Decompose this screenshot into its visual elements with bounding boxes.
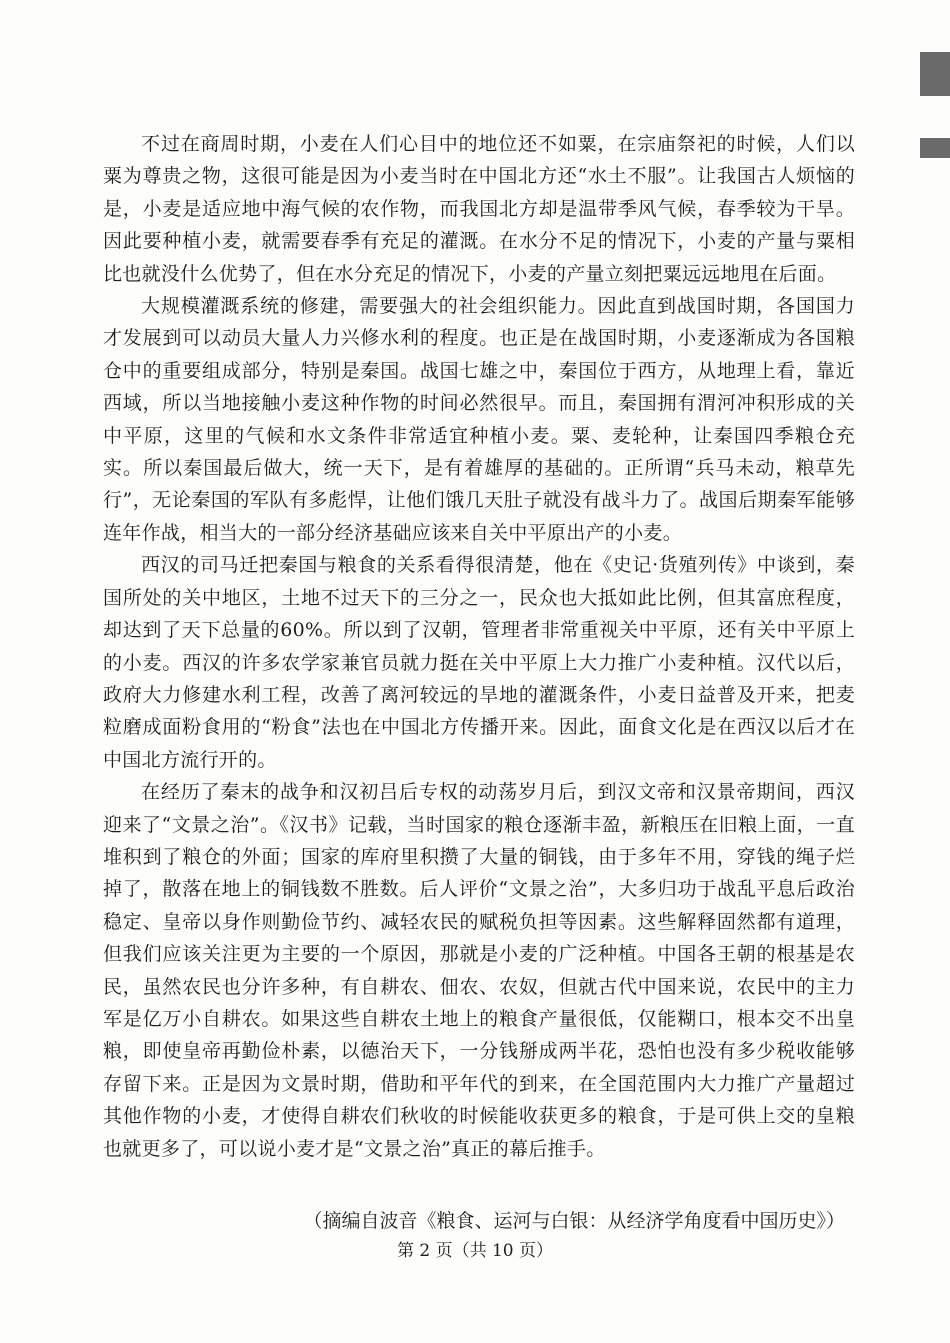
page-edge-marker xyxy=(920,52,950,96)
paragraph: 大规模灌溉系统的修建，需要强大的社会组织能力。因此直到战国时期，各国国力才发展到可以动员大量人力兴修水利的程度。也正是在战国时期，小麦逐渐成为各国粮仓中的重要组成部分，特别是秦国。战国七雄之中，秦国位于西方，从地理上看，靠近西域，所以当地接触小麦这种作物的时间必然很早。而且，秦国拥有渭河冲积形成的关中平原，这里的气候和水文条件非常适宜种植小麦。粟、麦轮种，让秦国四季粮仓充实。所以秦国最后做大，统一天下，是有着雄厚的基础的。正所谓“兵马未动，粮草先行”，无论秦国的军队有多彪悍，让他们饿几天肚子就没有战斗力了。战国后期秦军能够连年作战，相当大的一部分经济基础应该来自关中平原出产的小麦。 xyxy=(103,295,855,544)
paragraph: 不过在商周时期，小麦在人们心目中的地位还不如粟，在宗庙祭祀的时候，人们以粟为尊贵之物，这很可能是因为小麦当时在中国北方还“水土不服”。让我国古人烦恼的是，小麦是适应地中海气候的农作物，而我国北方却是温带季风气候，春季较为干旱。因此要种植小麦，就需要春季有充足的灌溉。在水分不足的情况下，小麦的产量与粟相比也就没什么优势了，但在水分充足的情况下，小麦的产量立刻把粟远远地甩在后面。 xyxy=(103,133,855,285)
source-citation: （摘编自波音《粮食、运河与白银：从经济学角度看中国历史》） xyxy=(303,1210,845,1232)
page-number: 第 2 页（共 10 页） xyxy=(396,1241,554,1261)
paragraph: 在经历了秦末的战争和汉初吕后专权的动荡岁月后，到汉文帝和汉景帝期间，西汉迎来了“文景之治”。《汉书》记载，当时国家的粮仓逐渐丰盈，新粮压在旧粮上面，一直堆积到了粮仓的外面；国家的库府里积攒了大量的铜钱，由于多年不用，穿钱的绳子烂掉了，散落在地上的铜钱数不胜数。后人评价“文景之治”，大多归功于战乱平息后政治稳定、皇帝以身作则勤俭节约、减轻农民的赋税负担等因素。这些解释固然都有道理，但我们应该关注更为主要的一个原因，那就是小麦的广泛种植。中国各王朝的根基是农民，虽然农民也分许多种，有自耕农、佃农、农奴，但就古代中国来说，农民中的主力军是亿万小自耕农。如果这些自耕农土地上的粮食产量很低，仅能糊口，根本交不出皇粮，即使皇帝再勤俭朴素，以德治天下，一分钱掰成两半花，恐怕也没有多少税收能够存留下来。正是因为文景时期，借助和平年代的到来，在全国范围内大力推广产量超过其他作物的小麦，才使得自耕农们秋收的时候能收获更多的粮食，于是可供上交的皇粮也就更多了，可以说小麦才是“文景之治”真正的幕后推手。 xyxy=(103,781,855,1160)
page-edge-marker xyxy=(920,138,950,158)
paragraph: 西汉的司马迁把秦国与粮食的关系看得很清楚，他在《史记·货殖列传》中谈到，秦国所处的关中地区，土地不过天下的三分之一，民众也大抵如此比例，但其富庶程度，却达到了天下总量的60%。所以到了汉朝，管理者非常重视关中平原，还有关中平原上的小麦。西汉的许多农学家兼官员就力挺在关中平原上大力推广小麦种植。汉代以后，政府大力修建水利工程，改善了离河较远的旱地的灌溉条件，小麦日益普及开来，把麦粒磨成面粉食用的“粉食”法也在中国北方传播开来。因此，面食文化是在西汉以后才在中国北方流行开的。 xyxy=(103,554,855,771)
article-body xyxy=(103,128,855,1165)
